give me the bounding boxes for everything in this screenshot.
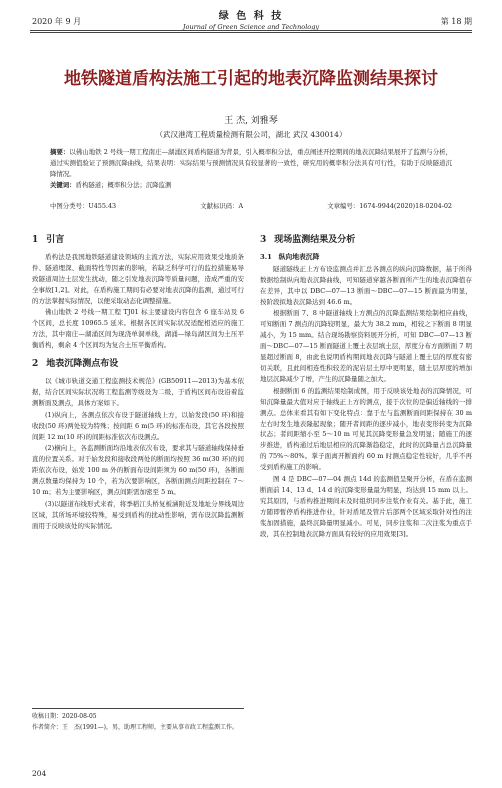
affiliation: （武汉港湾工程质量检测有限公司，湖北 武汉 430014） <box>155 130 347 139</box>
paragraph: (3)以隧道布线形式来看，将季稻江头桥复板涵附近及地址分界线周边区域，其所场环境较特殊，易受到盾构的扰动性影响，需布设沉降监测断面用于反映该处的实际情况。 <box>32 499 244 530</box>
section-title: 现场监测结果及分析 <box>274 235 356 245</box>
header-issue: 第 18 期 <box>440 17 472 26</box>
document-code: 文献标识码：A <box>200 202 244 210</box>
right-column <box>260 235 472 540</box>
article-number: 文章编号：1674-9944(2020)18-0204-02 <box>327 202 452 210</box>
paragraph: (2)横向上，各监测断面均沿地表依次布设，要求其与隧道轴线保持垂直的位置关系。对于始发段和接收段两处的断面均按照 36 m(30 环)的间距依次布设，始发 100 m 外的断面布设间距须为 60 m(50 环)，各断面测点数量均保持为 10 个，若为次要影响区，各断面测点间距控制在 7～10 m；若为主要影响区，测点间距需加密至 5 m。 <box>32 444 244 497</box>
section-2-heading <box>32 359 244 370</box>
abstract-label: 摘要： <box>50 148 70 156</box>
abstract-block <box>50 147 452 191</box>
page-number: 204 <box>32 769 47 778</box>
journal-masthead <box>0 7 502 31</box>
paragraph: (1)纵向上，各测点依次布设于隧道轴线上方，以始发段(50 环)和接收段(50 环)两处较为特殊；按间距 6 m(5 环)的标准布设，其它各段按照间距 12 m(10 环)的间距标准依次布设测点。 <box>32 410 244 441</box>
header-rule-thin <box>30 32 472 33</box>
paragraph: 根据断面 6 的监测结果绘制成图，用于反映该处地表的沉降情况，可知沉降量最大值对应于轴线正上方的测点，接于次位的是偏近轴线的一排测点。总体来看其有如下变化特点：靠于左与监测断面间距保持在 30 m 左右时发生地表隆起现象；随开者间距的逐步减小，地表变形转变为沉降状态；者间距缩小至 5～10 m 可见其沉降变形量急发明显；随施工的逐步推进，盾构通过后地层相应的沉降渐趋稳定，此时的沉降量占总沉降量的 75%～80%。掌子面离开断面约 60 m 时测点稳定性较好，几乎不再受到盾构施工的影响。 <box>260 386 472 472</box>
author-bio: 作者简介：王 杰(1991—)，男，助理工程师，主要从事市政工程监测工作。 <box>32 724 238 731</box>
header-rule <box>30 30 472 31</box>
authors: 王 杰, 刘雅琴 <box>224 116 278 126</box>
paragraph: 佛山地铁 2 号线一期工程 TJ01 标主要建设内容包含 6 座车站及 6 个区间，总长度 10965.5 延米。根据各区间实际状况适配相适应的施工方法，其中南庄—湖涌区间为现浇单洞单线，湖涌—绿岛湖区间为土压平衡盾构，剩余 4 个区间均为复合土压平衡盾构。 <box>32 308 244 350</box>
paragraph: 隧道隧线正上方布设监测点并汇总各测点的纵向沉降数据，基于所得数据绘制纵向地表沉降曲线，可知隧道穿越各断面所产生的地表沉降值存在差异，其中以 DBC—07—13 断面～DBC—07—15 断面最为明显，按阶段拟地表沉降达到 46.6 m。 <box>260 264 472 306</box>
paper-title: 地铁隧道盾构法施工引起的地表沉降监测结果探讨 <box>64 69 438 89</box>
clc-number: 中图分类号：U455.43 <box>50 202 117 210</box>
header-date: 2020 年 9 月 <box>32 17 82 26</box>
paragraph: 以《城市轨道交通工程监测技术规范》(GB50911—2013)为基本依据，结合区间实际状况将工程监测等级设为二级，于盾构区间布设沿着监测断面及测点，具体方案如下。 <box>32 376 244 407</box>
abstract <box>50 147 452 180</box>
abstract-text: 以佛山地铁 2 号线一期工程南庄—湖涌区间盾构隧道为背景，引入概率积分法，重点阐述开挖期间的地表沉降结果展开了监测与分析，通过实测值验证了预测沉降曲线，结果表明：实际结果与预测情况具有较显著的一致性，研究用的概率积分法具有可行性，有助于反映隧道沉降情况。 <box>50 148 452 178</box>
section-title: 地表沉降测点布设 <box>46 359 119 370</box>
section-3-heading <box>260 235 472 246</box>
keywords <box>50 180 452 191</box>
section-number: 3 <box>260 235 267 245</box>
journal-name-en: Journal of Green Science and Technology <box>182 23 320 31</box>
classification-row <box>50 201 452 210</box>
section-number: 2 <box>32 359 39 370</box>
keywords-label: 关键词： <box>50 181 76 189</box>
subsection-3-1-heading: 3.1 纵向地表沉降 <box>260 252 320 261</box>
left-column <box>32 235 244 533</box>
paragraph: 图 4 是 DBC—07—04 测点 14d 的监测值呈聚开分析，在盾在监测断面前 14、13 d、14 d 的沉降变形量最为明显，均达到 15 mm 以上。究其原因，与盾构推进期间未及时组织同步注浆作业有关。基于此，施工方随即暂停盾构推进作业，针对盾尾及管片后部两个区域采取针对性的注浆加固措施，最终沉降量明显减小。可见，同步注浆和二次注浆为重点手段，其在控制地表沉降方面具有较好的应用效果[3]。 <box>260 475 472 538</box>
section-number: 1 <box>32 235 39 245</box>
journal-name-cn: 绿 色 科 技 <box>218 11 284 22</box>
section-title: 引言 <box>46 235 65 245</box>
received-date: 收稿日期：2020-08-05 <box>32 713 97 720</box>
section-1-heading <box>32 235 244 246</box>
paragraph: 盾构法是我国地铁隧道建设领域的主流方法，实际应用效果受地质条件、隧道埋深、截面特性等因素的影响，若缺乏科学可行的监控措施易导致隧道周边土层发生扰动，随之引发地表沉降等质量问题，造成严重的安全事故[1,2]。对此，在盾构施工期间有必要对地表沉降的监测，通过可行的方法掌握实际情况，以便采取动态化调整措施。 <box>32 252 244 305</box>
paragraph: 根据断面 7、8 中隧道轴线上方测点的沉降监测结果绘制相应曲线，可知断面 7 测点的沉降较明显，最大为 38.2 mm，相较之下断面 8 明显减小，为 15 mm。结合现场勘察资料展开分析，可知 DBC—07—13 断面～DBC—07—15 断面隧道上覆土表层填土层，厚度分布方面断面 7 明显超过断面 8，由此也说明盾构期间地表沉降与隧道上覆土层的厚度有密切关联，且此间相连性积较差的泥岩层土厚中更明显，随土层厚度的增加地层沉降减少了增，产生的沉降量随之加大。 <box>260 309 472 383</box>
keywords-text: 盾构隧道；概率积分法；沉降监测 <box>75 181 172 189</box>
footnote-rule <box>32 708 244 709</box>
